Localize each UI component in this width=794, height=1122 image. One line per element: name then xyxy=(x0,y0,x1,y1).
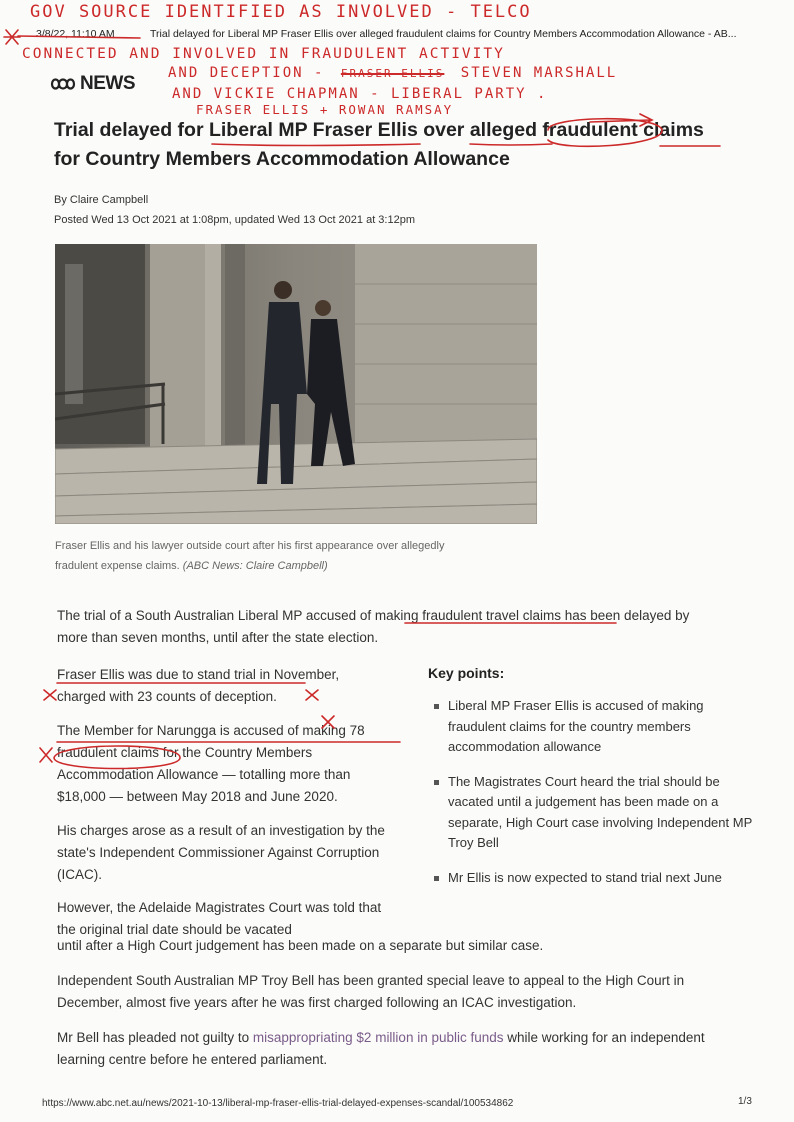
misappropriating-link[interactable]: misappropriating $2 million in public funds xyxy=(252,1030,504,1045)
author-link[interactable]: Claire Campbell xyxy=(69,194,149,206)
byline xyxy=(54,194,148,206)
paragraph-6: Independent South Australian MP Troy Bell has been granted special leave to appeal to the High Court in December, almost five years after he was first charged following an ICAC investigation. xyxy=(57,973,685,1010)
paragraph-1: The trial of a South Australian Liberal MP accused of making fraudulent travel claims has been delayed by more than seven months, until after the state election. xyxy=(57,608,690,645)
caption-credit: (ABC News: Claire Campbell) xyxy=(182,560,328,572)
handwritten-note-line3 xyxy=(168,65,617,81)
caption-text: Fraser Ellis and his lawyer outside court after his first appearance over allegedly fradulent expense claims. xyxy=(55,540,445,572)
key-point-text: The Magistrates Court heard the trial should be vacated until a judgement has been made on a separate, High Court case involving Independent MP Troy Bell xyxy=(448,773,753,850)
key-points-title: Key points: xyxy=(428,665,505,681)
handwritten-note-line4: AND VICKIE CHAPMAN - LIBERAL PARTY . xyxy=(172,86,548,102)
bullet-icon xyxy=(434,876,439,881)
paragraph-2: Fraser Ellis was due to stand trial in November, charged with 23 counts of deception. xyxy=(57,667,340,704)
article-headline: Trial delayed for Liberal MP Fraser Ellis over alleged fraudulent claims for Country Members Accommodation Allowance xyxy=(54,119,704,170)
abc-news-logo[interactable] xyxy=(50,73,135,95)
bullet-icon xyxy=(434,704,439,709)
paragraph-4: His charges arose as a result of an investigation by the state's Independent Commissioner Against Corruption (ICAC). xyxy=(57,823,385,882)
footer-url: https://www.abc.net.au/news/2021-10-13/liberal-mp-fraser-ellis-trial-delayed-expenses-scandal/100534862 xyxy=(42,1098,514,1109)
handwritten-struck-name: FRASER ELLIS xyxy=(340,67,445,80)
key-point-item xyxy=(434,772,754,854)
handwritten-note-line3-end: STEVEN MARSHALL xyxy=(460,65,618,81)
key-point-text: Liberal MP Fraser Ellis is accused of making fraudulent claims for the country members accommodation allowance xyxy=(448,698,704,754)
photo-caption xyxy=(55,536,485,576)
star-mark-claims xyxy=(40,748,52,762)
key-point-item xyxy=(434,868,754,889)
posted-date: Posted Wed 13 Oct 2021 at 1:08pm, updated Wed 13 Oct 2021 at 3:12pm xyxy=(54,214,415,226)
paragraph-7-pre: Mr Bell has pleaded not guilty to xyxy=(57,1030,253,1045)
paragraph-7 xyxy=(57,1027,737,1071)
abc-logo-icon xyxy=(50,76,76,92)
handwritten-note-line1: GOV SOURCE IDENTIFIED AS INVOLVED - TELCO xyxy=(30,2,532,22)
bullet-icon xyxy=(434,780,439,785)
article-photo xyxy=(55,244,537,524)
handwritten-note-line2: CONNECTED AND INVOLVED IN FRAUDULENT ACTIVITY xyxy=(22,46,505,62)
key-point-item xyxy=(434,696,754,758)
key-points-list xyxy=(434,696,754,902)
star-mark-top xyxy=(4,30,20,44)
print-header-datetime: 3/8/22, 11:10 AM xyxy=(36,28,115,40)
logo-text: NEWS xyxy=(80,73,135,94)
handwritten-note-line5: FRASER ELLIS + ROWAN RAMSAY xyxy=(196,102,454,117)
byline-prefix: By xyxy=(54,194,67,206)
print-header-title: Trial delayed for Liberal MP Fraser Ellis over alleged fraudulent claims for Country Members Accommodation Allowance - AB... xyxy=(150,28,737,40)
paragraph-5a: However, the Adelaide Magistrates Court was told that the original trial date should be vacated xyxy=(57,900,382,937)
paragraph-7-post: while working for an independent learning centre before he entered parliament. xyxy=(57,1030,705,1067)
paragraph-3: The Member for Narungga is accused of making 78 fraudulent claims for the Country Members Accommodation Allowance — totalling more than $18,000 — between May 2018 and June 2020. xyxy=(57,723,365,804)
star-mark-deception-left xyxy=(44,690,56,700)
page-number: 1/3 xyxy=(738,1096,752,1107)
handwritten-note-line3-start: AND DECEPTION - xyxy=(168,65,325,81)
paragraph-5b: until after a High Court judgement has been made on a separate but similar case. xyxy=(57,938,544,953)
key-point-text: Mr Ellis is now expected to stand trial next June xyxy=(448,869,722,885)
